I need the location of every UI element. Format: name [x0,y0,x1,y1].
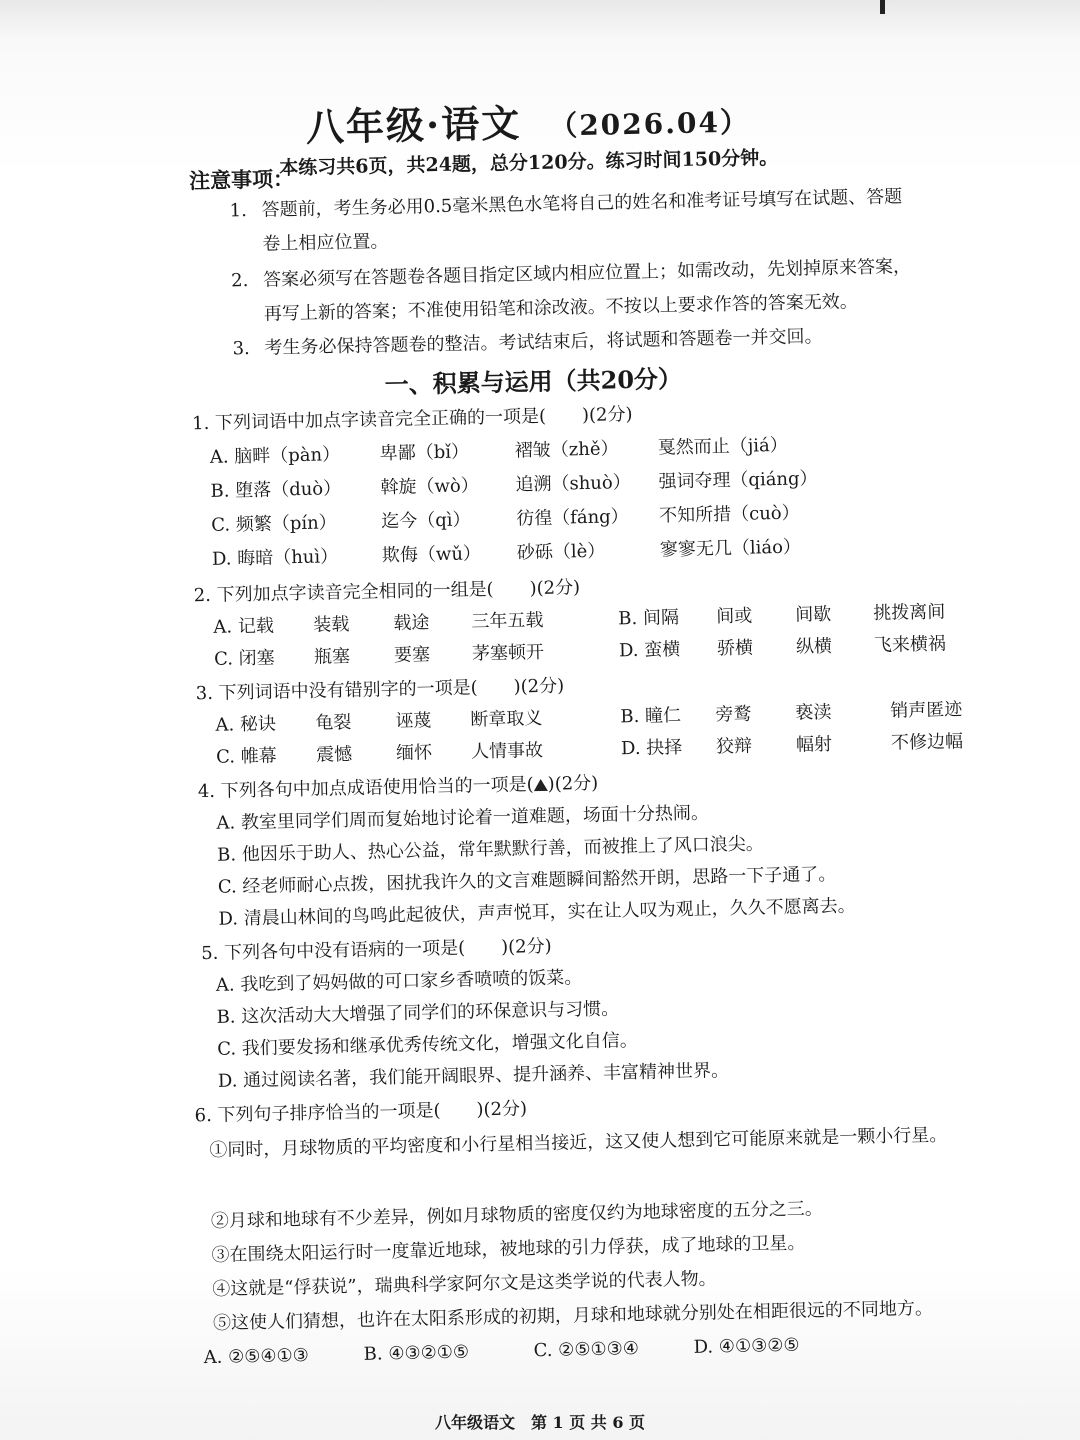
q6-sentence: ②月球和地球有不少差异，例如月球物质的密度仅约为地球密度的五分之三。 [210,1198,823,1233]
question-2-stem: 2. 下列加点字读音完全相同的一组是( )(2分) [193,577,581,607]
question-5-stem: 5. 下列各句中没有语病的一项是( )(2分) [201,935,552,965]
q5-option: B. 这次活动大大增强了同学们的环保意识与习惯。 [216,998,620,1028]
notice-heading: 注意事项： [188,166,295,194]
q5-option: C. 我们要发扬和继承优秀传统文化，增强文化自信。 [217,1030,638,1060]
question-4-stem: 4. 下列各句中加点成语使用恰当的一项是( )(2分) [197,772,599,803]
title-text: 八年级·语文 [305,100,522,150]
q4-option: C. 经老师耐心点拨，困扰我许久的文言难题瞬间豁然开朗，思路一下子通了。 [217,863,837,898]
q2-row: C. 闭塞 瓶塞 要塞 茅塞顿开 D. 蛮横 骄横 纵横 飞来横祸 [213,633,947,670]
q6-choice: B. ④③②①⑤ [363,1341,470,1365]
notice-item: 1. 答题前，考生务必用0.5毫米黑色水笔将自己的姓名和准考证号填写在试题、答题 卷上相应位置。 [229,186,903,255]
q4-option: A. 教室里同学们周而复始地讨论着一道难题，场面十分热闹。 [216,802,710,834]
question-6-stem: 6. 下列句子排序恰当的一项是( )(2分) [194,1098,528,1127]
q1-row: C. 频繁（pín） 迄今（qì） 彷徨（fáng） 不知所措（cuò） [211,502,800,536]
q2-row: A. 记载 装载 载途 三年五载 B. 间隔 间或 间歇 挑拨离间 [213,601,946,638]
section-title: 一、积累与运用（共20分） [384,363,683,400]
notice-item: 3. 考生务必保持答题卷的整洁。考试结束后，将试题和答题卷一并交回。 [232,326,823,360]
q5-option: D. 通过阅读名著，我们能开阔眼界、提升涵养、丰富精神世界。 [217,1060,730,1092]
q6-sentence: ④这就是“俘获说”，瑞典科学家阿尔文是这类学说的代表人物。 [212,1268,717,1300]
q4-option: B. 他因乐于助人、热心公益，常年默默行善，而被推上了风口浪尖。 [216,833,764,866]
q3-row: A. 秘诀 龟裂 诬蔑 断章取义 B. 瞳仁 旁鹜 亵渎 销声匿迹 [215,699,963,736]
exam-info: 本练习共6页，共24题，总分120分。练习时间150分钟。 [279,146,779,180]
q1-row: D. 晦暗（huì） 欺侮（wǔ） 砂砾（lè） 寥寥无几（liáo） [211,536,802,570]
question-3-stem: 3. 下列词语中没有错别字的一项是( )(2分) [195,675,565,705]
q1-row: B. 堕落（duò） 斡旋（wò） 追溯（shuò） 强词夺理（qiáng） [210,468,818,502]
q1-row: A. 脑畔（pàn） 卑鄙（bǐ） 褶皱（zhě） 戛然而止（jiá） [209,434,789,468]
triangle-icon [534,779,548,791]
q3-row: C. 帷幕 震憾 缅怀 人情事故 D. 抉择 狡辩 幅射 不修边幅 [215,731,964,768]
exam-date: （2026.04） [548,105,751,143]
q6-sentence: ①同时，月球物质的平均密度和小行星相当接近，这又使人想到它可能原来就是一颗小行星。 [209,1124,948,1162]
q5-option: A. 我吃到了妈妈做的可口家乡香喷喷的饭菜。 [215,967,583,996]
q6-sentence: ⑤这使人们猜想，也许在太阳系形成的初期，月球和地球就分别处在相距很远的不同地方。 [212,1297,934,1334]
notice-item: 2. 答案必须写在答题卷各题目指定区域内相应位置上；如需改动，先划掉原来答案， 再写上新的答案；不准使用铅笔和涂改液。不按以上要求作答的答案无效。 [230,256,912,325]
q6-choice: D. ④①③②⑤ [693,1334,800,1358]
q4-option: D. 清晨山林间的鸟鸣此起彼伏，声声悦耳，实在让人叹为观止，久久不愿离去。 [218,895,856,930]
page-footer: 八年级语文 第 1 页 共 6 页 [434,1413,646,1432]
question-1-stem: 1. 下列词语中加点字读音完全正确的一项是( )(2分) [191,404,633,435]
q6-sentence: ③在围绕太阳运行时一度靠近地球，被地球的引力俘获，成了地球的卫星。 [211,1232,806,1266]
q6-choice: C. ②⑤①③④ [533,1338,640,1362]
q6-choice: A. ②⑤④①③ [203,1344,310,1369]
q6-choices [203,1333,903,1374]
